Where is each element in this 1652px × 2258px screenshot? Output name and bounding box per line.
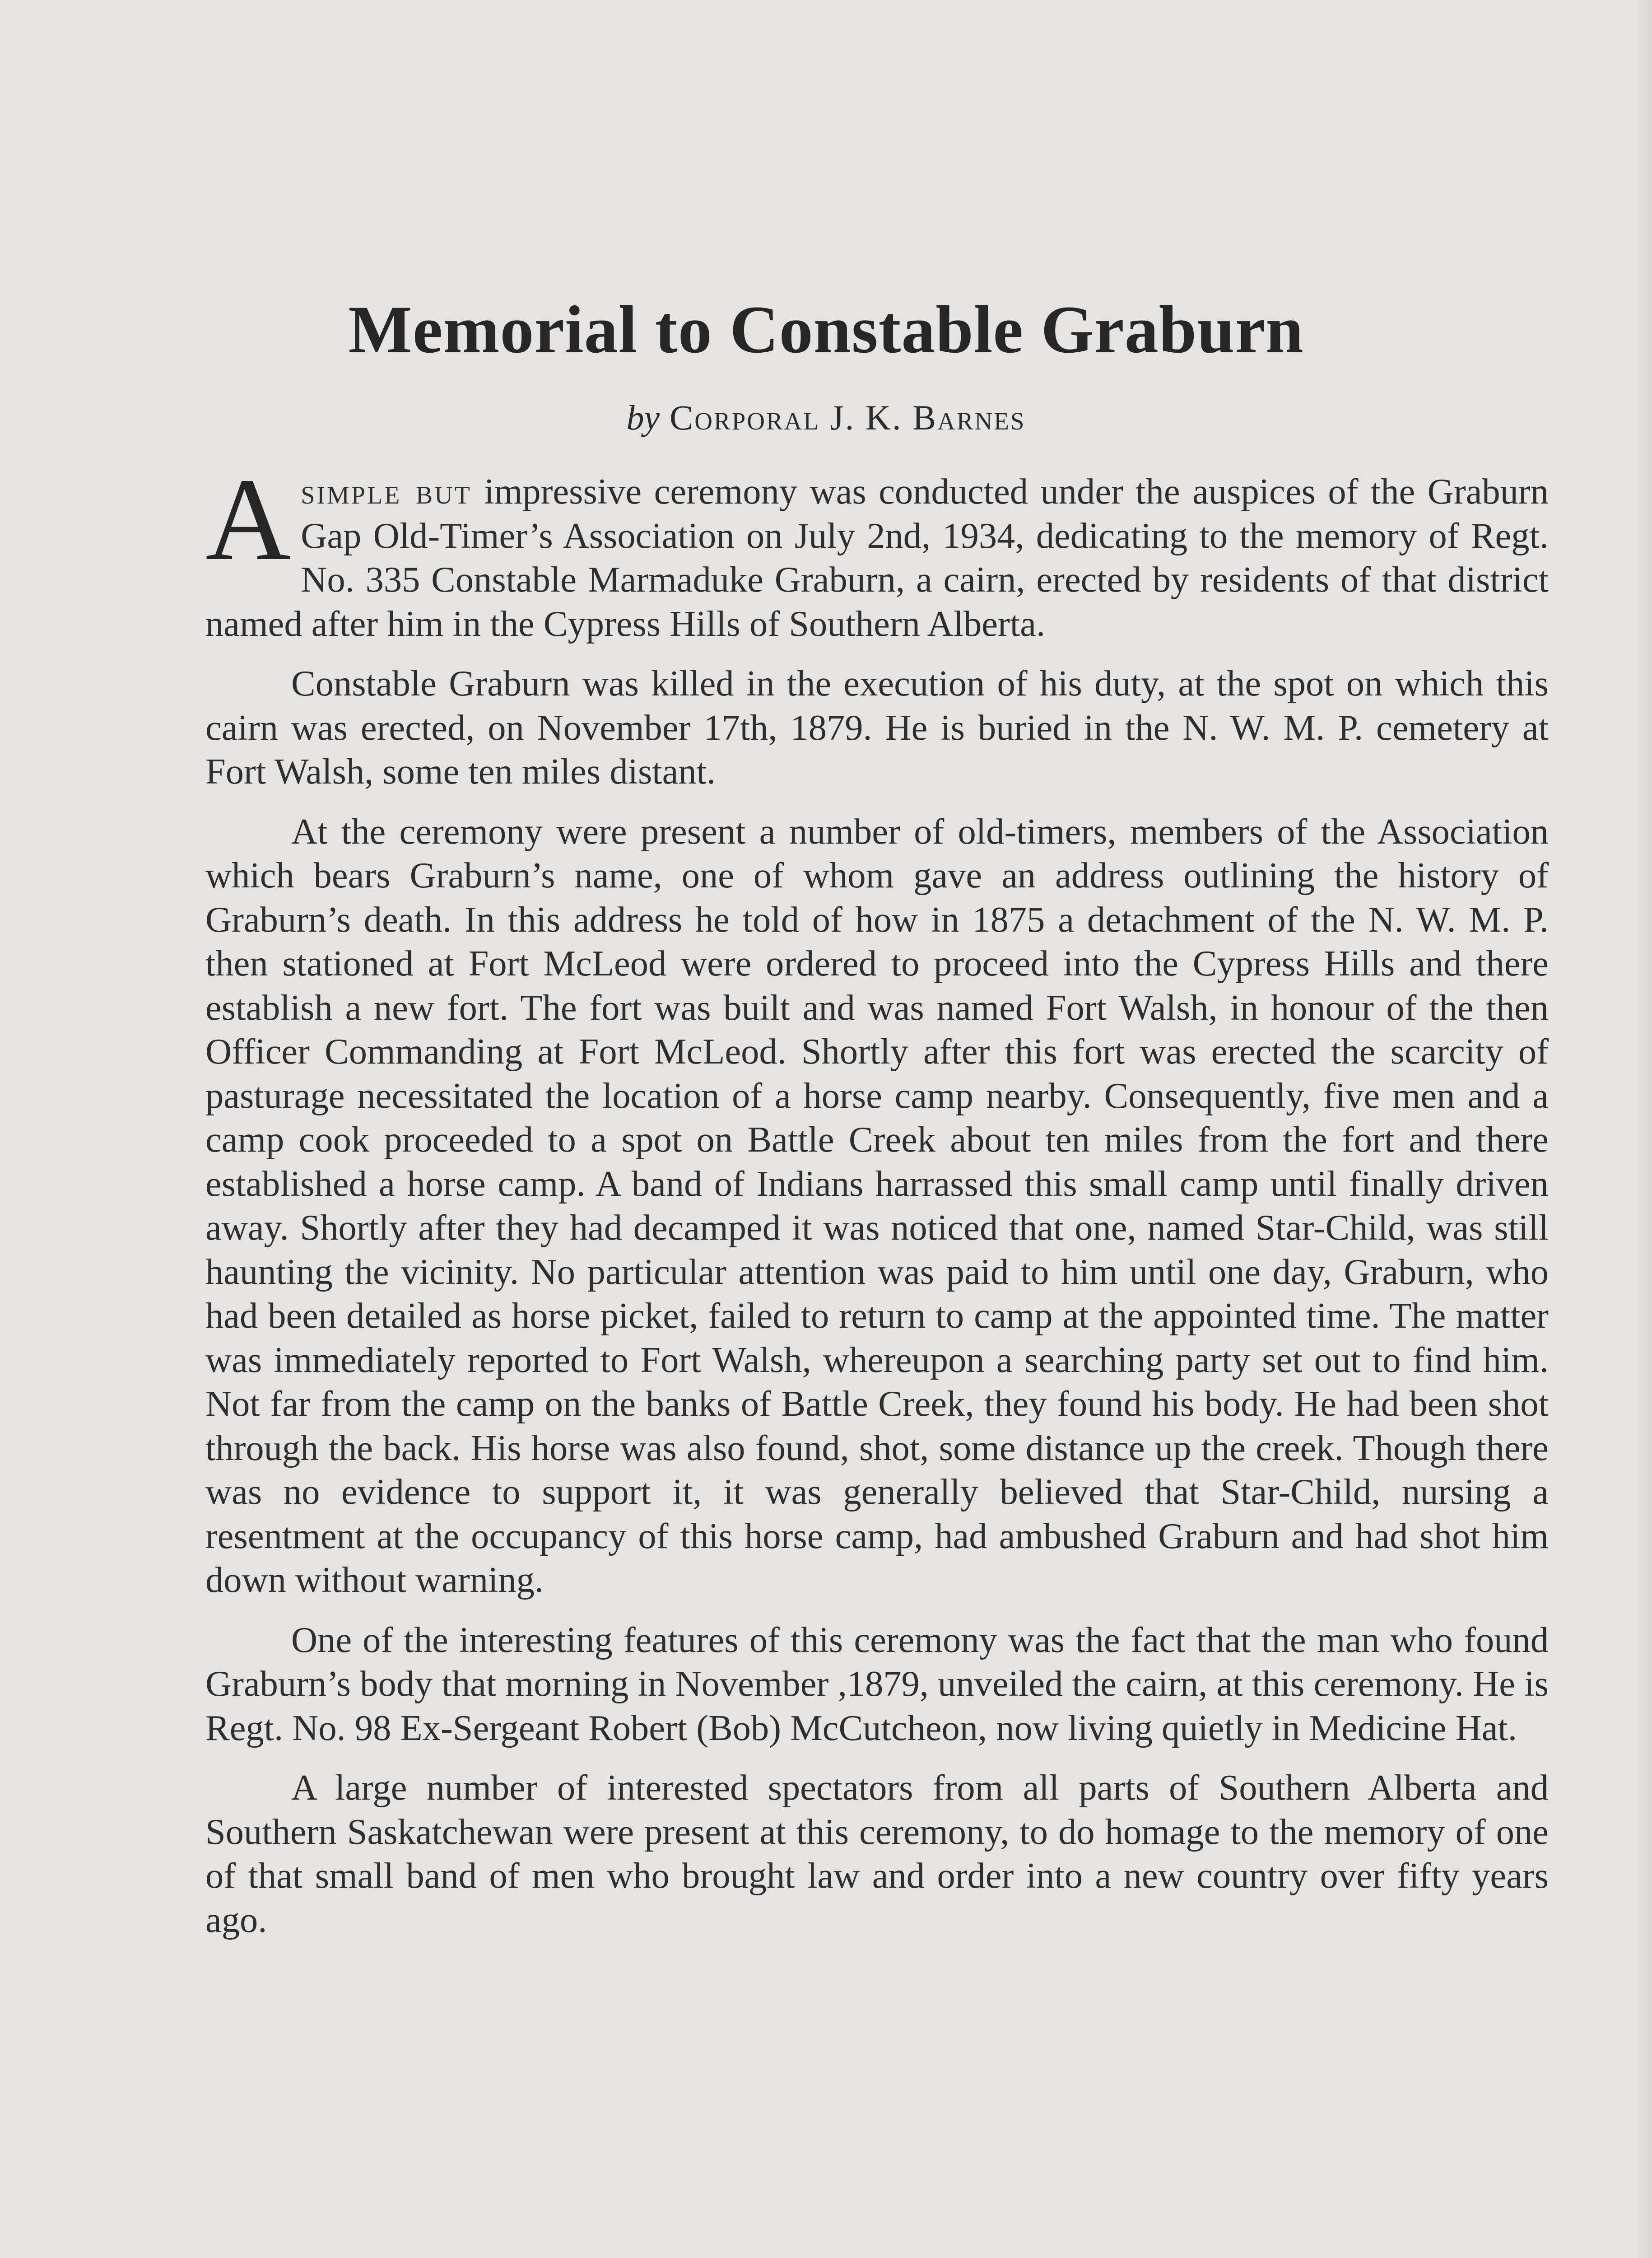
lead-in-words: simple but xyxy=(301,471,472,512)
paragraph-2: Constable Graburn was killed in the execution of his duty, at the spot on which this cairn was erected, on November 17th, 1879. He is buried in the N. W. M. P. cemetery at Fort Walsh, some ten miles distant. xyxy=(205,663,1549,792)
byline xyxy=(0,395,1652,440)
author-name: Corporal J. K. Barnes xyxy=(670,398,1026,437)
article-title: Memorial to Constable Graburn xyxy=(348,292,1304,367)
byline-prefix: by xyxy=(626,398,660,437)
paragraph-1-text: impressive ceremony was conducted under the auspices of the Graburn Gap Old-Timer’s Association on July 2nd, 1934, dedicating to the memory of Regt. No. 335 Constable Marmaduke Graburn, a cairn, erected by residents of that district named after him in the Cypress Hills of Southern Alberta. xyxy=(205,471,1549,644)
paragraph-4: One of the interesting features of this ceremony was the fact that the man who found Graburn’s body that morning in November ,1879, unveiled the cairn, at this ceremony. He is Regt. No. 98 Ex-Sergeant Robert (Bob) McCutcheon, now living quietly in Medicine Hat. xyxy=(205,1619,1549,1748)
paragraph-1 xyxy=(205,454,1549,646)
drop-cap: A xyxy=(205,454,291,585)
article-body xyxy=(205,454,1549,1958)
page-edge-shadow xyxy=(1634,0,1652,2258)
paragraph-5: A large number of interested spectators from all parts of Southern Alberta and Southern Saskatchewan were present at this ceremony, to do homage to the memory of one of that small band of men who brought law and order into a new country over fifty years ago. xyxy=(205,1768,1549,1940)
paragraph-3: At the ceremony were present a number of old-timers, members of the Association which bears Graburn’s name, one of whom gave an address outlining the history of Graburn’s death. In this address he told of how in 1875 a detachment of the N. W. M. P. then stationed at Fort McLeod were ordered to proceed into the Cypress Hills and there establish a new fort. The fort was built and was named Fort Walsh, in honour of the then Officer Commanding at Fort McLeod. Shortly after this fort was erected the scarcity of pasturage necessitated the location of a horse camp nearby. Consequently, five men and a camp cook proceeded to a spot on Battle Creek about ten miles from the fort and there established a horse camp. A band of Indians harrassed this small camp until finally driven away. Shortly after they had decamped it was noticed that one, named Star-Child, was still haunting the vicinity. No particular attention was paid to him until one day, Graburn, who had been detailed as horse picket, failed to return to camp at the appointed time. The matter was immediately reported to Fort Walsh, whereupon a searching party set out to find him. Not far from the camp on the banks of Battle Creek, they found his body. He had been shot through the back. His horse was also found, shot, some distance up the creek. Though there was no evidence to support it, it was generally believed that Star-Child, nursing a resentment at the occupancy of this horse camp, had ambushed Graburn and had shot him down without warning. xyxy=(205,811,1549,1600)
